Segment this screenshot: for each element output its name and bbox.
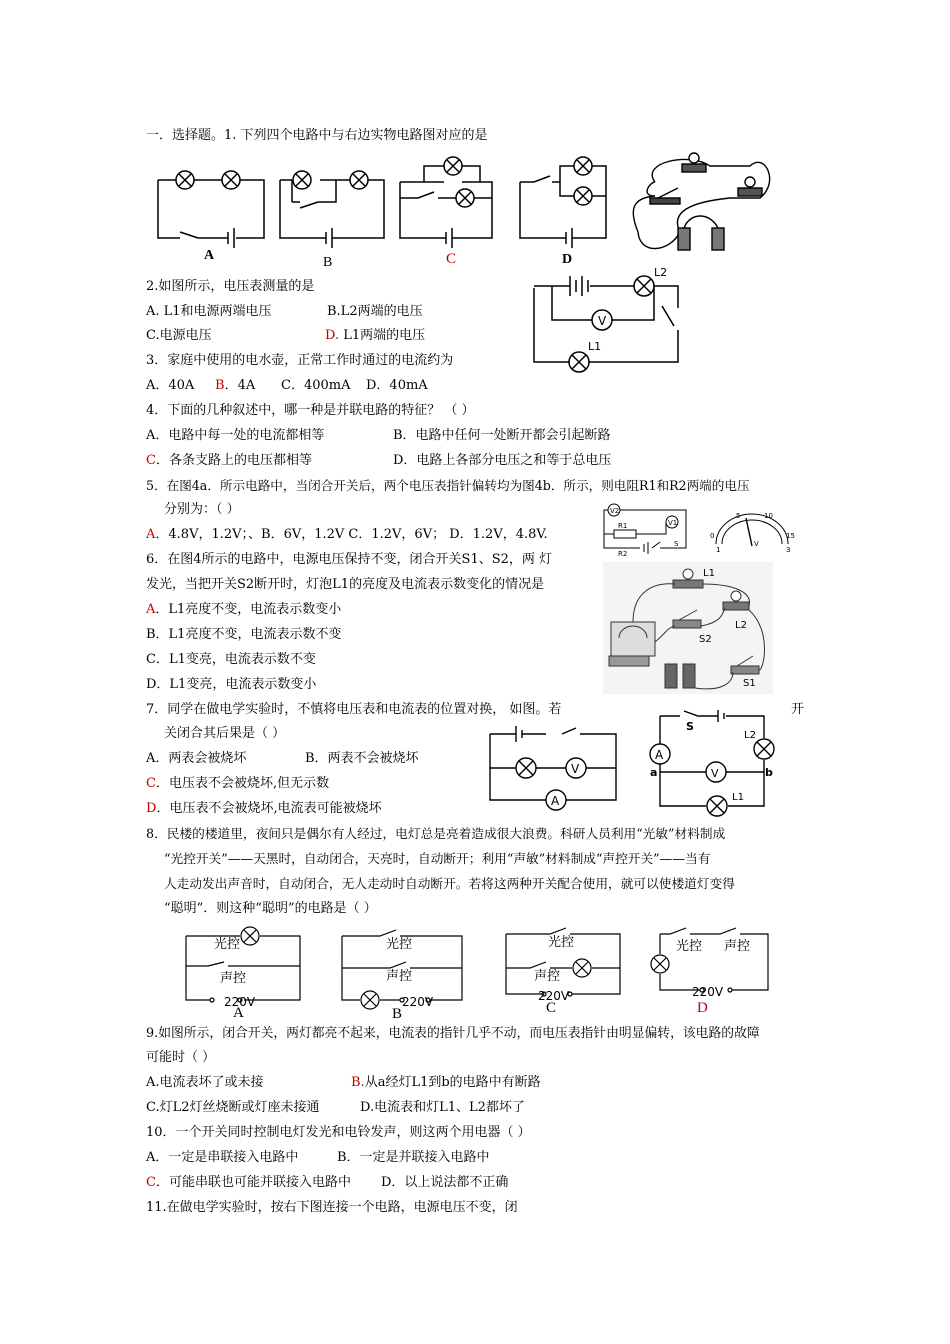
circuit-d: [520, 157, 606, 248]
svg-text:220V: 220V: [402, 995, 434, 1009]
q10-option-b: B．一定是并联接入电路中: [337, 1150, 490, 1165]
svg-text:光控: 光控: [386, 937, 413, 952]
svg-text:V: V: [711, 767, 719, 780]
q2-stem: 2.如图所示，电压表测量的是: [146, 279, 315, 294]
svg-text:V: V: [571, 762, 580, 776]
q11-stem: 11.在做电学实验时，按右下图连接一个电路，电源电压不变，闭: [146, 1200, 518, 1215]
q2-option-b: B.L2两端的电压: [327, 304, 423, 319]
q8-line-1: 8．民楼的楼道里，夜间只是偶尔有人经过，电灯总是亮着造成很大浪费。科研人员利用“光敏”材料制成: [146, 826, 726, 841]
q8-circuit-options: [180, 924, 780, 1024]
svg-text:V1: V1: [668, 519, 678, 527]
q6-stem: 6．在图4所示的电路中，电源电压保持不变，闭合开关S1、S2，两 灯: [146, 552, 553, 567]
q4-stem: 4．下面的几种叙述中，哪一种是并联电路的特征？ （ ）: [146, 403, 475, 418]
q5-options: A．4.8V，1.2V；、B．6V，1.2V C．1.2V，6V； D．1.2V，4.8V.: [146, 527, 548, 542]
q2-option-a: A. L1和电源两端电压: [146, 304, 272, 319]
q8-label-b: B: [392, 1006, 403, 1022]
svg-text:L2: L2: [654, 266, 668, 279]
q9-option-c: C.灯L2灯丝烧断或灯座未接通: [146, 1100, 320, 1115]
q9-option-b: B.从a经灯L1到b的电路中有断路: [351, 1075, 541, 1090]
q8-line-2: “光控开关”——天黑时，自动闭合，天亮时，自动断开；利用“声敏”材料制成“声控开关”——当有: [164, 851, 711, 866]
svg-text:b: b: [765, 766, 773, 779]
svg-text:V2: V2: [610, 507, 620, 515]
q9-stem: 9.如图所示，闭合开关，两灯都亮不起来，电流表的指针几乎不动，而电压表指针由明显偏转，该电路的故障: [146, 1026, 760, 1041]
svg-text:a: a: [650, 766, 658, 779]
q7-option-a: A．两表会被烧坏: [146, 751, 247, 766]
svg-text:L1: L1: [703, 568, 715, 579]
q7-option-b: B．两表不会被烧坏: [305, 751, 419, 766]
q6-option-a: A．L1亮度不变，电流表示数变小: [146, 602, 342, 617]
q8-label-d: D: [697, 1000, 708, 1016]
svg-text:L2: L2: [735, 620, 747, 631]
q4-option-a: A．电路中每一处的电流都相等: [146, 428, 325, 443]
q7-stem-continued: 关闭合其后果是（ ）: [164, 726, 286, 741]
svg-text:L2: L2: [744, 730, 756, 741]
svg-text:10: 10: [764, 512, 773, 520]
q2-option-d: D. L1两端的电压: [325, 328, 426, 343]
q1-label-c: C: [446, 251, 457, 267]
q6-option-b: B．L1亮度不变，电流表示数不变: [146, 627, 342, 642]
svg-text:220V: 220V: [692, 985, 724, 999]
q3-stem: 3．家庭中使用的电水壶，正常工作时通过的电流约为: [146, 353, 454, 368]
svg-text:V: V: [754, 540, 759, 548]
q3-option-a: A．40A: [146, 378, 195, 393]
svg-text:S1: S1: [743, 678, 756, 689]
q10-option-c: C．可能串联也可能并联接入电路中: [146, 1175, 351, 1190]
q2-circuit-figure: [530, 264, 690, 376]
svg-text:0: 0: [710, 532, 715, 540]
svg-text:声控: 声控: [386, 969, 413, 984]
q1-label-b: B: [323, 255, 333, 270]
q7-stem-end: 开: [791, 702, 805, 717]
svg-text:S2: S2: [699, 634, 712, 645]
svg-text:声控: 声控: [220, 971, 247, 986]
q7-option-c: C．电压表不会被烧坏,但无示数: [146, 776, 330, 791]
q6-physical-circuit-figure: [603, 562, 773, 694]
q3-option-d: D．40mA: [366, 378, 428, 393]
circuit-b: [280, 171, 384, 248]
q4-option-c: C．各条支路上的电压都相等: [146, 453, 312, 468]
q4-option-d: D．电路上各部分电压之和等于总电压: [393, 453, 612, 468]
q7-option-d: D．电压表不会被烧坏,电流表可能被烧坏: [146, 801, 382, 816]
q3-option-b: B．4A: [215, 378, 256, 393]
q8-label-a: A: [233, 1005, 244, 1021]
q8-line-4: “聪明”．则这种“聪明”的电路是（ ）: [164, 901, 377, 916]
q3-option-c: C．400mA: [281, 378, 351, 393]
svg-text:1: 1: [716, 546, 721, 554]
svg-text:15: 15: [786, 532, 795, 540]
q9-option-a: A.电流表坏了或未接: [146, 1075, 264, 1090]
svg-text:A: A: [551, 794, 560, 808]
q6-stem-continued: 发光，当把开关S2断开时，灯泡L1的亮度及电流表示数变化的情况是: [146, 577, 545, 592]
svg-text:光控: 光控: [214, 937, 241, 952]
svg-text:L1: L1: [732, 792, 744, 803]
q4-option-b: B．电路中任何一处断开都会引起断路: [393, 428, 611, 443]
q6-option-c: C．L1变亮，电流表示数不变: [146, 652, 316, 667]
q1-label-a: A: [204, 248, 215, 263]
svg-text:光控: 光控: [548, 935, 575, 950]
svg-text:R1: R1: [618, 522, 628, 530]
q1-label-d: D: [562, 252, 573, 267]
q1-stem: 一．选择题。1. 下列四个电路中与右边实物电路图对应的是: [146, 128, 488, 143]
q10-option-d: D．以上说法都不正确: [381, 1175, 509, 1190]
q9-stem-continued: 可能时（ ）: [146, 1050, 216, 1065]
q9-option-d: D.电流表和灯L1、L2都坏了: [360, 1100, 525, 1115]
q1-circuit-diagrams: [150, 152, 790, 267]
svg-text:光控: 光控: [676, 939, 703, 954]
q5-circuit-figure: [600, 500, 700, 560]
q8-line-3: 人走动发出声音时，自动闭合，无人走动时自动断开。若将这两种开关配合使用，就可以使楼道灯变得: [164, 876, 735, 891]
svg-text:S: S: [674, 540, 679, 548]
svg-text:声控: 声控: [534, 969, 561, 984]
svg-text:5: 5: [736, 512, 741, 520]
circuit-a: [158, 171, 264, 248]
svg-text:R2: R2: [618, 550, 628, 558]
physical-circuit-figure: [633, 153, 769, 250]
svg-text:A: A: [655, 748, 664, 762]
circuit-c: [400, 157, 492, 248]
svg-text:声控: 声控: [724, 939, 751, 954]
q9-circuit-figure: [648, 708, 774, 810]
q10-stem: 10．一个开关同时控制电灯发光和电铃发声，则这两个用电器（ ）: [146, 1125, 531, 1140]
q7-stem: 7．同学在做电学实验时，不慎将电压表和电流表的位置对换， 如图。若: [146, 702, 562, 717]
q8-label-c: C: [546, 1000, 557, 1016]
q5-stem-continued: 分别为：（ ）: [164, 502, 240, 517]
q5-stem: 5．在图4a．所示电路中，当闭合开关后，两个电压表指针偏转均为图4b．所示，则电阻R1和R2两端的电压: [146, 478, 750, 493]
svg-text:220V: 220V: [538, 989, 570, 1003]
q10-option-a: A．一定是串联接入电路中: [146, 1150, 299, 1165]
svg-text:L1: L1: [588, 340, 602, 353]
svg-text:220V: 220V: [224, 995, 256, 1009]
q2-option-c: C.电源电压: [146, 328, 212, 343]
svg-text:S: S: [686, 720, 694, 733]
svg-text:V: V: [598, 314, 607, 328]
svg-text:3: 3: [786, 546, 791, 554]
q5-voltmeter-dial: [708, 508, 794, 552]
q7-circuit-figure: [486, 722, 620, 810]
q6-option-d: D．L1变亮，电流表示数变小: [146, 677, 317, 692]
